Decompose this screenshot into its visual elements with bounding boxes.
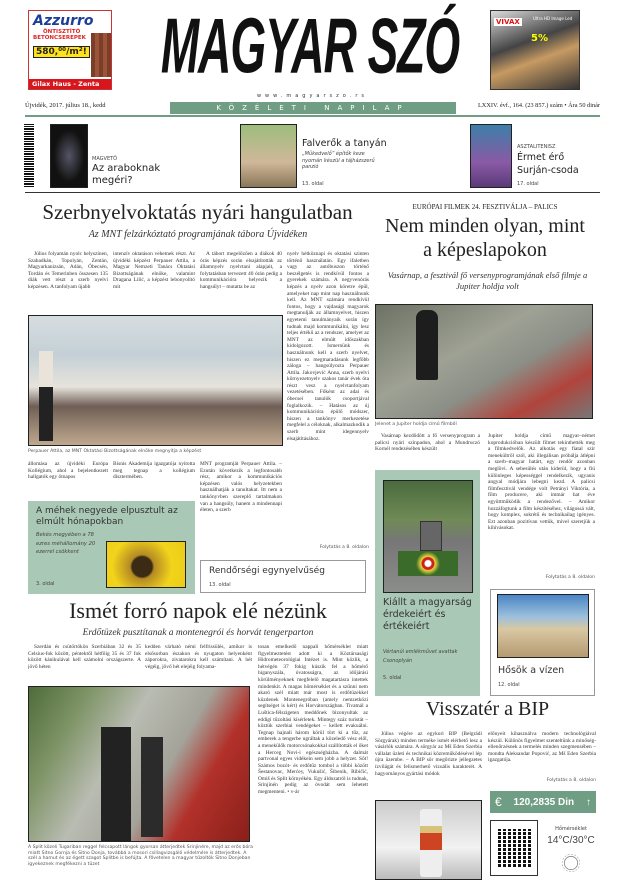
- teaser-title: Az araboknak megéri?: [92, 163, 161, 186]
- film-subheadline: Vasárnap, a fesztivál fő versenyprogramjának első filmje a Jupiter holdja volt: [387, 270, 588, 291]
- ad-line: BETONCSEREPEK: [33, 35, 86, 41]
- bees-title: A méhek negyede elpusztult az elmúlt hónapokban: [36, 506, 178, 527]
- lead-col3: A tábort megelőzően a diákok 40 órás képzés során elsajátították az államnyelv nyelvtani alapjait, a folytatásban tervezett 40 órán pedig a kommunikációra helyezik a hangsúlyt – mutatta be az: [200, 251, 282, 290]
- lead-continued[interactable]: Folytatás a 8. oldalon: [319, 545, 369, 550]
- ad-line: Ultra HD Image Led: [533, 16, 573, 21]
- memorial-page: 5. oldal: [383, 675, 402, 681]
- arrow-up-icon: ↑: [585, 796, 591, 808]
- masthead-title: MAGYAR SZÓ: [160, 0, 460, 90]
- film-col1: Vasárnap kezdődött a fő versenyprogram a palicsi nyári színpadon, ahol a Mundruczó Kornél rendezésében készült: [375, 433, 480, 453]
- heat-col1: Szerdán és csütörtökön Szerbiában 32 és 35 Celsius-fok között, péntektől hétfőig 35 és 37 fok között kánikulával kell számolni országszerte. A jövő héten: [28, 644, 141, 670]
- bees-page: 3. oldal: [36, 581, 55, 587]
- heroes-title: Hősök a vízen: [498, 665, 565, 676]
- weather-label: Hőmérséklet: [555, 826, 587, 832]
- teaser-title: Falverők a tanyán: [302, 138, 387, 149]
- table-tennis-photo: [470, 124, 512, 188]
- teaser-magveto[interactable]: [50, 124, 180, 189]
- heroes-page: 12. oldal: [498, 682, 520, 688]
- beer-can: [420, 809, 442, 877]
- heroes-box[interactable]: [490, 589, 595, 696]
- police-page: 13. oldal: [209, 582, 231, 588]
- police-box[interactable]: [200, 560, 366, 593]
- actor-figure: [416, 310, 438, 380]
- ad-azzurro[interactable]: [28, 10, 112, 90]
- ad-brand: Azzurro: [33, 13, 94, 29]
- film-headline[interactable]: Nem minden olyan, mint a képeslapokon: [385, 215, 585, 261]
- barcode: [24, 124, 34, 187]
- film-caption: Jelenet a Jupiter holdja című filmből: [375, 422, 457, 427]
- divider: [25, 115, 600, 117]
- divider: [25, 192, 600, 193]
- euro-icon: €: [495, 795, 502, 809]
- memorial-title: Kiállt a magyarság érdekeiért és értékeiért: [383, 597, 472, 632]
- bees-box[interactable]: [28, 501, 195, 594]
- heat-col2: kedden várható némi felfrissülés, amikor is elsősorban északon és nyugaton helyenként záporokra, zivatarokra kell számítani. A hét végéig, jövő hét elejéig folyama-: [145, 644, 252, 670]
- teaser-kicker: MAGVETŐ: [92, 156, 118, 162]
- bee-photo: [106, 541, 186, 588]
- lead-col1: Július folyamán nyolc helyszínen, Szabadkán, Topolyán, Zentán, Magyarkanizsán, Adán, Óbecsén, Tordán és Temerinben összesen 135 diák vett részt a szerb nyelvi képzésen. A tanfolyam újabb: [28, 251, 108, 290]
- ad-price: 580,⁰⁰/m²!: [33, 46, 90, 58]
- bip-col2: előnyeit kihasználva modern technológiával készül. Különös figyelmet szenteltünk a minőség-ellenőrzésnek a termelés minden szegmensében – mondta Aleksandar Popović, az Mš Eden Szerbia igazgatója.: [488, 731, 596, 764]
- bip-headline[interactable]: Visszatér a BIP: [425, 698, 550, 720]
- flowers: [398, 551, 458, 576]
- issue-number: LXXIV. évf., 164. (23 857.) szám • Ára 50 dinár: [477, 102, 600, 109]
- speaker-figure: [39, 351, 53, 441]
- fence-photo: [240, 124, 297, 188]
- bees-sub: Bekés megyében a 78 ezres méhállomány 20 ezerrel csökkent: [36, 532, 96, 555]
- beer-can-photo: [375, 800, 482, 880]
- heat-subheadline: Erdőtüzek pusztítanak a montenegrói és horvát tengerparton: [82, 628, 314, 638]
- monument-stone: [420, 521, 442, 551]
- issue-date: Újvidék, 2017. július 18., kedd: [25, 102, 106, 109]
- teaser-page: 13. oldal: [302, 181, 324, 187]
- film-kicker: EURÓPAI FILMEK 24. FESZTIVÁLJA – PALICS: [412, 203, 558, 211]
- memorial-sub: Vértanúi emlékművet avattak Csonoplyán: [383, 649, 458, 664]
- ad-badge: 5%: [531, 33, 548, 44]
- lead-b1: állomása az újvidéki Európa Kollégium, ahol a bejelentkezett hallgatók egy ötnapos: [28, 461, 108, 481]
- ad-brand: VIVAX: [496, 18, 520, 26]
- lead-col4: nyelv hétköznapi és oktatási szinten történő használatán. Egy ifaletben vagy az autóbuszon történő beszélgetés is rendkívül fontos a gyerekek számára. A negyvenórás képzés a nyelv azon köretre épül, amelyeket nap mint nap használnunk kell. Az MNT számára rendkívül fontos, hogy a vajdasági magyarok megtanulják az államnyelvet, hiszen egyetemi tanulmányaik során így tudnak majd kommunikálni, így lesz teljes értékű az a rendszer, amelyet az MNT az elmúlt időszakban kidolgozott. Ismernünk és használnunk kell a szerb nyelvet, hiszen ez megmaradásunk legfőbb záloga – hangsúlyozta Perpauer Attila. Jakovjević Anna, szerb nyelvi környezetnyelv szakos tanár évek óta részt vesz a nyelvtanfolyam vezetésében. Főként az adai és óbecsei tanulók csoportjával foglalkozik. – Hatásos az új kommunikációra épülő módszer, hiszen a tankönyv merkezetése megfelel a céloknak, alkalmazkodik a szerb mint idegennyelv elsajátításához.: [287, 251, 369, 442]
- lead-headline[interactable]: Szerbnyelvoktatás nyári hangulatban: [42, 200, 353, 224]
- beach-photo: [497, 594, 589, 658]
- qr-pattern: [498, 829, 531, 867]
- lead-col2: intenzív oktatáson vehetnek részt. Az újvidéki képzést Perpauer Attila, a Magyar Nemzeti Tanács Oktatási Bizottságának elnöke, valamint Dragana Lilić, a képzést lebonyolító mit: [113, 251, 195, 290]
- lead-caption: Perpauer Attila, az MNT Oktatási Bizottságának elnöke megnyitja a képzést: [28, 449, 202, 454]
- plant-photo: [50, 124, 88, 188]
- teaser-page: 17. oldal: [517, 181, 539, 187]
- bip-col1: Július végére az egykori BIP (Belgrádi Sörgyárak) minden terméke ismét elérhető lesz a vásárlók számára. A sörgyár az Mš Eden Szerbia vállalat üzleti és technikai közreműködésével lép újra üzembe. – A BIP sör megőrizte jellegzetes ízvilágát és felismerhető vizuális karakterét. A hagyományos gyártási módok: [375, 731, 482, 777]
- teaser-title: Érmet érő Surján-csoda: [517, 152, 579, 176]
- exchange-rate-value: 120,2835 Din: [513, 796, 575, 808]
- masthead-url[interactable]: www.magyarszo.rs: [256, 93, 369, 99]
- lead-b2: Bisnis Akademija igazgatója nyitotta meg tegnap a kollégium dísztermében.: [113, 461, 195, 481]
- memorial-box[interactable]: [375, 470, 480, 696]
- exchange-rate-box: [490, 791, 596, 813]
- film-col2: Jupiter holdja című magyar–német koprodukcióban készült filmet tekinthették meg a filmkedvelők. Az alkotás egy fiatal szír menekültről szól, aki illegálisan próbálja átlépni a szerb–magyar határt, egy rendőr azonban meglövi. A sebesülés után kiderül, hogy a fiú különleges képességgel rendelkezik, ugyanis angyal módjára lebegni kezd. A palicsi filmfesztivál vendége volt Petrányi Viktória, a film producere, aki immár hat éve együttműködik a rendezővel. – Amikor hozzáfogtunk a film készítéséhez, világossá vált, hogy komplex, sokrétű és technikailag igényes. Ezt azonban pozitívan vettük, mivel szeretjük a kihívásokat.: [488, 433, 595, 532]
- memorial-photo: [383, 480, 473, 593]
- qr-code[interactable]: [490, 820, 538, 876]
- ad-line: ÖNTISZTÍTÓ: [43, 29, 81, 35]
- classroom-photo: [28, 315, 283, 446]
- film-continued[interactable]: Folytatás a 8. oldalon: [545, 575, 595, 580]
- teaser-sub: „Műkedvelő” építők keze nyomán készül a tájházszerű panzió: [302, 151, 375, 170]
- heat-caption: A Split közeli Tugariban reggel felcsapott lángok gyorsan átterjedtek Srinjinére, majd az erős bóra miatt Sitno Gornja és Sitno Donja, továbbá a mosori csillagvizsgáló védelmére is átterjedtek. A szél a hamut és az égett szagot Splitbe is befújta. A fővetelen a magyar tűzoltók Sitno Donjeban igyekeznek megfékezni a tüzet: [28, 845, 253, 867]
- firefighter-figure: [141, 737, 163, 837]
- lead-subheadline: Az MNT felzárkóztató programjának tábora Újvidéken: [88, 229, 308, 240]
- heat-col3: tosan emelkedő nappali hőmérséklet miatt figyelmeztetést adott ki a Köztársasági Hidrometeorológiai Intézet is. Mint közlik, a hétvégén 37 fokig kúszik fel a hőmérő higanyszála, óvatosságra, az időjárási körülményeknek megfelelő magatartásra intettek mindenkit. A magas hőmérséklet és a szűnni nem akaró szél miatt már most is erdőtüzekkel küzdenek Montenegróban (amely nemzetközi segítséget is kért) és Horvátországban. Tivatnál a Luštica-félszigeten meddőnek bizonyultak az eddigi tűzoltási kísérletek. Mintegy száz turistát – köztük szerbiai vendégeket – kellett evakuálni. Tegnap hajnali három körül tört ki a tűz, az emberek a tengerbe ugráltak a közeledő vész elől, a menekülők motorcsónakokkal szállították el őket a Herceg Novi-i egészségházba. A dalmát partvonal egyes vidékein sem jobb a helyzet. Sőt! Számos bozót- és erdőtűz tombol a többi között Šestanovac, Merćey, Vukušić, Šibenik, Ribičić, Omiš és Split környékén. Egy áldozatról is tudnak, Srinjinén pedig az óvodát sem lehetett megmenteni. • v-ár: [258, 644, 368, 796]
- weather-temps: 14°C/30°C: [547, 835, 595, 846]
- bip-continued[interactable]: Folytatás a 8. oldalon: [546, 778, 596, 783]
- teaser-falverok[interactable]: [240, 124, 400, 189]
- lead-b3: MNT programját Perpauer Attila. – Ezután következik a legfontosabb rész, amikor a kommunikációs képzésen valós helyzetekben használhatják a tanultakat. Itt nem a tankönyvben szereplő tartalmakon van a hangsúly, hanem a mindennapi életen, a szerb: [200, 461, 282, 514]
- film-still-photo: [375, 304, 593, 419]
- firefighter-figure: [101, 727, 131, 842]
- teaser-asztalitenisz[interactable]: [470, 124, 600, 189]
- tagline-band: KÖZÉLETI NAPILAP: [170, 102, 456, 114]
- heat-headline[interactable]: Ismét forró napok elé nézünk: [69, 598, 327, 623]
- ad-footer: Gilax Haus - Zenta: [29, 79, 111, 89]
- teaser-kicker: ASZTALITENISZ: [517, 144, 556, 150]
- ad-vivax[interactable]: [490, 10, 580, 90]
- police-title: Rendőrségi egynyelvűség: [209, 566, 325, 576]
- sun-icon: [564, 856, 578, 870]
- firefighters-photo: [28, 686, 250, 842]
